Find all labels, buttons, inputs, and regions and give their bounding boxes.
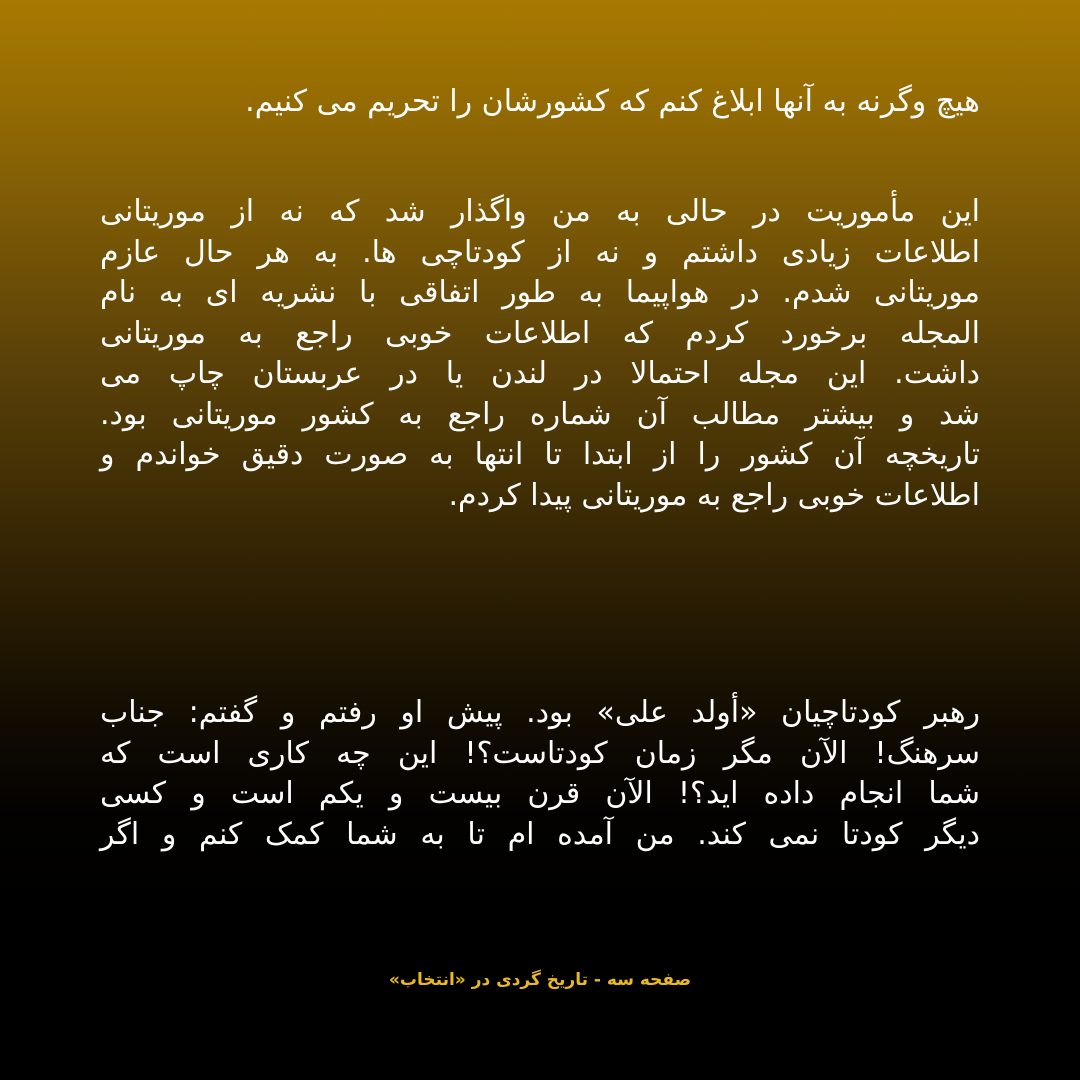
paragraph-line: دیگر کودتا نمی کند. من آمده ام تا به شما کمک کنم و اگر — [100, 816, 980, 852]
paragraph-line: موریتانی شدم. در هواپیما به طور اتفاقی با نشریه ای به نام — [100, 275, 980, 310]
paragraph-line: شما انجام داده اید؟! الآن قرن بیست و یکم است و کسی — [100, 776, 980, 811]
paragraph-intro — [100, 82, 980, 123]
paragraph-coup-leader — [100, 693, 980, 855]
paragraph-line: رهبر کودتاچیان «أولد علی» بود. پیش او رفتم و گفتم: جناب — [100, 695, 980, 730]
paragraph-line: المجله برخورد کردم که اطلاعات خوبی راجع به موریتانی — [100, 315, 980, 351]
paragraph-line: اطلاعات زیادی داشتم و نه از کودتاچی ها. به هر حال عازم — [100, 234, 980, 270]
paragraph-line: این مأموریت در حالی به من واگذار شد که نه از موریتانی — [100, 194, 980, 229]
paragraph-line: داشت. این مجله احتمالا در لندن یا در عربستان چاپ می — [100, 356, 980, 391]
paragraph-mission — [100, 192, 980, 516]
paragraph-line: تاریخچه آن کشور را از ابتدا تا انتها به صورت دقیق خواندم و — [100, 437, 980, 472]
paragraph-line: اطلاعات خوبی راجع به موریتانی پیدا کردم. — [448, 477, 980, 513]
paragraph-line: هیچ وگرنه به آنها ابلاغ کنم که کشورشان را تحریم می کنیم. — [245, 84, 980, 119]
page-footer — [0, 970, 1080, 990]
footer-caption: صفحه سه - تاریخ گردی در «انتخاب» — [388, 970, 692, 990]
paragraph-line: سرهنگ! الآن مگر زمان کودتاست؟! این چه کاری است که — [100, 735, 980, 771]
paragraph-line: شد و بیشتر مطالب آن شماره راجع به کشور موریتانی بود. — [100, 396, 980, 432]
